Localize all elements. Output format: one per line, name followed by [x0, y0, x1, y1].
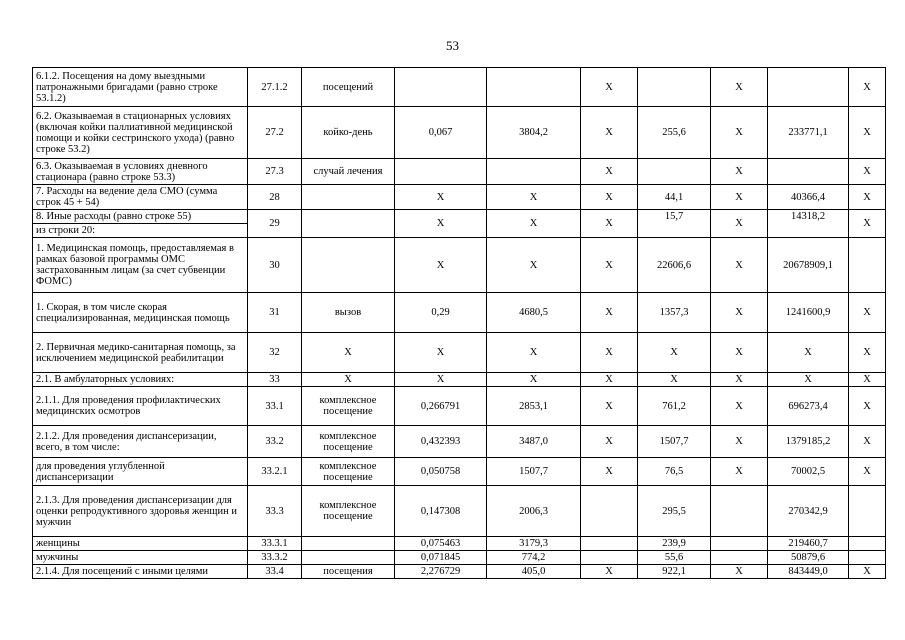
cell-unit: комплексное посещение	[302, 387, 395, 426]
cell-code: 27.1.2	[248, 68, 302, 107]
cell-c5: X	[487, 185, 581, 210]
cell-c4: 2,276729	[395, 565, 487, 579]
cell-c10: X	[849, 210, 886, 238]
cell-c10: X	[849, 293, 886, 333]
cell-c10: X	[849, 159, 886, 185]
cell-c7: 295,5	[638, 486, 711, 537]
cell-c8: X	[711, 333, 768, 373]
cell-c4: X	[395, 210, 487, 238]
cell-c9: 70002,5	[768, 458, 849, 486]
table-row	[33, 565, 886, 579]
table-row	[33, 68, 886, 107]
cell-c7: 239,9	[638, 537, 711, 551]
cell-c8: X	[711, 387, 768, 426]
cell-c6: X	[581, 333, 638, 373]
cell-c7: 55,6	[638, 551, 711, 565]
cell-desc2: из строки 20:	[33, 224, 248, 238]
cell-unit: X	[302, 373, 395, 387]
cell-unit	[302, 238, 395, 293]
cell-c4: 0,050758	[395, 458, 487, 486]
cell-c7: 44,1	[638, 185, 711, 210]
cell-code: 33.3.2	[248, 551, 302, 565]
table-row	[33, 458, 886, 486]
cell-c4: X	[395, 185, 487, 210]
cell-c10: X	[849, 373, 886, 387]
cell-desc: 6.3. Оказываемая в условиях дневного стационара (равно строке 53.3)	[33, 159, 248, 185]
cell-code: 31	[248, 293, 302, 333]
cell-c8: X	[711, 373, 768, 387]
cell-unit	[302, 537, 395, 551]
cell-c7: 15,7	[638, 210, 711, 238]
cell-c5: 3179,3	[487, 537, 581, 551]
table-row	[33, 159, 886, 185]
cell-c9: 233771,1	[768, 107, 849, 159]
cell-unit: койко-день	[302, 107, 395, 159]
cell-unit	[302, 210, 395, 238]
cell-desc: 2. Первичная медико-санитарная помощь, за исключением медицинской реабилитации	[33, 333, 248, 373]
cell-c9: 1379185,2	[768, 426, 849, 458]
table-body	[33, 68, 886, 579]
cell-c9: 843449,0	[768, 565, 849, 579]
cell-c5: X	[487, 238, 581, 293]
cell-c5	[487, 68, 581, 107]
cell-c7: 22606,6	[638, 238, 711, 293]
cell-c7: 255,6	[638, 107, 711, 159]
cell-c10: X	[849, 107, 886, 159]
cell-c6: X	[581, 210, 638, 238]
cell-unit: посещений	[302, 68, 395, 107]
cell-c6: X	[581, 159, 638, 185]
cell-c6: X	[581, 387, 638, 426]
cell-c4: 0,075463	[395, 537, 487, 551]
cell-unit	[302, 185, 395, 210]
cell-unit: комплексное посещение	[302, 486, 395, 537]
table-row	[33, 551, 886, 565]
cell-c4	[395, 68, 487, 107]
cell-c10: X	[849, 458, 886, 486]
cell-c6: X	[581, 293, 638, 333]
cell-code: 33.3	[248, 486, 302, 537]
cell-c5: 774,2	[487, 551, 581, 565]
cell-c10: X	[849, 565, 886, 579]
cell-c5: X	[487, 333, 581, 373]
cell-c5: 2853,1	[487, 387, 581, 426]
table-row	[33, 238, 886, 293]
cell-c7: 761,2	[638, 387, 711, 426]
cell-c4: 0,067	[395, 107, 487, 159]
cell-desc: 2.1.1. Для проведения профилактических медицинских осмотров	[33, 387, 248, 426]
cell-c6: X	[581, 68, 638, 107]
cell-desc: 6.2. Оказываемая в стационарных условиях (включая койки паллиативной медицинской помощи и койки сестринского ухода) (равно строке 53.2)	[33, 107, 248, 159]
cell-c9	[768, 159, 849, 185]
cell-desc: 1. Скорая, в том числе скорая специализированная, медицинская помощь	[33, 293, 248, 333]
table-row	[33, 333, 886, 373]
cell-c7	[638, 159, 711, 185]
cell-c6	[581, 486, 638, 537]
cell-c4: X	[395, 238, 487, 293]
cell-code: 33.3.1	[248, 537, 302, 551]
cell-unit	[302, 551, 395, 565]
cell-code: 27.2	[248, 107, 302, 159]
table-row	[33, 107, 886, 159]
cell-c7: 1357,3	[638, 293, 711, 333]
cell-c4: 0,147308	[395, 486, 487, 537]
cell-desc: 1. Медицинская помощь, предоставляемая в рамках базовой программы ОМС застрахованным лицам (за счет субвенции ФОМС)	[33, 238, 248, 293]
cell-c6: X	[581, 185, 638, 210]
cell-desc: 2.1.2. Для проведения диспансеризации, всего, в том числе:	[33, 426, 248, 458]
page-number: 53	[446, 38, 459, 53]
cell-code: 27.3	[248, 159, 302, 185]
table-row	[33, 373, 886, 387]
cell-unit: посещения	[302, 565, 395, 579]
cell-code: 29	[248, 210, 302, 238]
cell-code: 30	[248, 238, 302, 293]
cell-c4: 0,29	[395, 293, 487, 333]
cell-c9: 219460,7	[768, 537, 849, 551]
cell-code: 33.2	[248, 426, 302, 458]
cell-c7: X	[638, 333, 711, 373]
table-row	[33, 387, 886, 426]
cell-c4: 0,266791	[395, 387, 487, 426]
cell-desc: 2.1. В амбулаторных условиях:	[33, 373, 248, 387]
cell-c5: 2006,3	[487, 486, 581, 537]
cell-c7: X	[638, 373, 711, 387]
cell-c9: 270342,9	[768, 486, 849, 537]
cell-c9: 1241600,9	[768, 293, 849, 333]
cell-c10: X	[849, 68, 886, 107]
cell-desc: 6.1.2. Посещения на дому выездными патронажными бригадами (равно строке 53.1.2)	[33, 68, 248, 107]
cell-c8: X	[711, 458, 768, 486]
cell-c4: 0,432393	[395, 426, 487, 458]
cell-c8: X	[711, 238, 768, 293]
cell-desc: 8. Иные расходы (равно строке 55)	[33, 210, 248, 224]
cell-c10	[849, 238, 886, 293]
table-row	[33, 293, 886, 333]
cell-c8: X	[711, 159, 768, 185]
cell-unit: вызов	[302, 293, 395, 333]
cell-c10: X	[849, 426, 886, 458]
cell-c6	[581, 537, 638, 551]
cell-unit: комплексное посещение	[302, 426, 395, 458]
cell-unit: комплексное посещение	[302, 458, 395, 486]
cell-c8: X	[711, 107, 768, 159]
cell-code: 33.4	[248, 565, 302, 579]
cell-c10: X	[849, 185, 886, 210]
cell-c5: X	[487, 373, 581, 387]
cell-code: 33.1	[248, 387, 302, 426]
cell-c8: X	[711, 565, 768, 579]
cell-c6: X	[581, 426, 638, 458]
cell-c6: X	[581, 565, 638, 579]
cell-c6	[581, 551, 638, 565]
cell-c5	[487, 159, 581, 185]
cell-desc: 2.1.3. Для проведения диспансеризации для оценки репродуктивного здоровья женщин и мужчин	[33, 486, 248, 537]
cell-c6: X	[581, 458, 638, 486]
cell-c8: X	[711, 293, 768, 333]
cell-unit: случай лечения	[302, 159, 395, 185]
cell-c7: 1507,7	[638, 426, 711, 458]
cell-c8: X	[711, 68, 768, 107]
cell-c7: 922,1	[638, 565, 711, 579]
table-row	[33, 537, 886, 551]
cell-code: 33.2.1	[248, 458, 302, 486]
cell-c7: 76,5	[638, 458, 711, 486]
table-row	[33, 185, 886, 210]
cell-c8: X	[711, 185, 768, 210]
cell-c10	[849, 551, 886, 565]
cell-desc: 7. Расходы на ведение дела СМО (сумма строк 45 + 54)	[33, 185, 248, 210]
cell-c6: X	[581, 238, 638, 293]
cell-c9: X	[768, 333, 849, 373]
cell-c9: 50879,6	[768, 551, 849, 565]
cell-c7	[638, 68, 711, 107]
cell-c4: 0,071845	[395, 551, 487, 565]
cell-code: 28	[248, 185, 302, 210]
cell-unit: X	[302, 333, 395, 373]
cell-c9: 40366,4	[768, 185, 849, 210]
cell-c4: X	[395, 333, 487, 373]
cell-c6: X	[581, 107, 638, 159]
cell-c6: X	[581, 373, 638, 387]
cell-c5: 405,0	[487, 565, 581, 579]
cell-c9: 696273,4	[768, 387, 849, 426]
cell-c8: X	[711, 210, 768, 238]
cell-c5: 3804,2	[487, 107, 581, 159]
cell-c10: X	[849, 387, 886, 426]
cell-c5: 3487,0	[487, 426, 581, 458]
financing-table	[32, 67, 886, 579]
cell-desc: для проведения углубленной диспансеризации	[33, 458, 248, 486]
cell-c8: X	[711, 426, 768, 458]
cell-desc: женщины	[33, 537, 248, 551]
cell-c4	[395, 159, 487, 185]
cell-c5: X	[487, 210, 581, 238]
cell-c10	[849, 537, 886, 551]
table-row	[33, 486, 886, 537]
cell-c8	[711, 486, 768, 537]
cell-c9	[768, 68, 849, 107]
cell-c8	[711, 537, 768, 551]
table-row	[33, 210, 886, 224]
cell-code: 33	[248, 373, 302, 387]
cell-c9: X	[768, 373, 849, 387]
cell-desc: мужчины	[33, 551, 248, 565]
cell-c10: X	[849, 333, 886, 373]
cell-c5: 4680,5	[487, 293, 581, 333]
cell-c10	[849, 486, 886, 537]
table-row	[33, 426, 886, 458]
cell-code: 32	[248, 333, 302, 373]
cell-desc: 2.1.4. Для посещений с иными целями	[33, 565, 248, 579]
cell-c8	[711, 551, 768, 565]
cell-c5: 1507,7	[487, 458, 581, 486]
cell-c9: 14318,2	[768, 210, 849, 238]
cell-c9: 20678909,1	[768, 238, 849, 293]
cell-c4: X	[395, 373, 487, 387]
